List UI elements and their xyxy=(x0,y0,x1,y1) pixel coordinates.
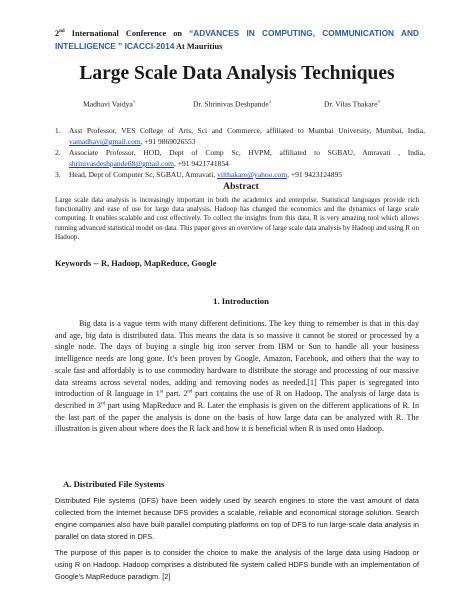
email-link[interactable]: vilthakare@yahoo.com xyxy=(217,170,288,179)
paper-title: Large Scale Data Analysis Techniques xyxy=(79,63,395,84)
ordinal-suffix: st xyxy=(159,389,164,395)
author-mark: 3 xyxy=(377,99,380,104)
affiliation-text xyxy=(69,125,425,147)
subsection-heading: A. Distributed File Systems xyxy=(63,479,165,489)
dfs-paragraph-2: The purpose of this paper is to consider the choice to make the analysis of the large data using Hadoop or using R on Hadoop. Hadoop comprises a distributed file system called HDFS bundle with an implementation of Google’s MapReduce paradigm. [2] xyxy=(55,548,419,582)
conference-header xyxy=(55,26,419,53)
author-name: Madhavi Vaidya xyxy=(83,99,133,109)
dfs-paragraph-1: Distributed File systems (DFS) have been widely used by search engines to store the vast amount of data collected from the Internet because DFS provides a scalable, reliable and economical storage solution. Search engine companies also have built parallel computing platforms on top of DFS to run large-scale data analysis in parallel on data stored in DFS. xyxy=(55,496,419,542)
conference-ordinal-suffix: nd xyxy=(59,29,65,34)
intro-text-3: part contains the use of R on Hadoop. The analysis of large data is described in 3 xyxy=(55,389,419,410)
abstract-body: Large scale data analysis is increasingly important in both the academics and enterprise. Statistical languages provide rich functionality and ease of use for large data analysis. Hadoop has changed the economics and the dynamics of large scale computing. It enables scalable and cost effectively. To collect the insights from this data, R is very amazing tool which allows running advanced statistical model on data. This paper gives an overview of large scale data analysis by Hadoop and using R on Hadoop. xyxy=(55,196,419,241)
affiliation-number: 2. xyxy=(55,148,61,157)
keywords: Keywords -- R, Hadoop, MapReduce, Google xyxy=(55,259,217,268)
affiliation-item xyxy=(55,169,425,180)
author-3 xyxy=(324,99,380,109)
email-link[interactable]: shrinivasdeshpande68@gmail.com xyxy=(69,159,175,168)
affiliation-description: Associate Professor, HOD, Dept of Comp Sc, HVPM, affiliated to SGBAU, Amravati , India, xyxy=(69,148,425,157)
author-name: Dr. Shrinivas Deshpande xyxy=(193,99,269,109)
email-link[interactable]: vamadhavi@gmail.com xyxy=(69,137,141,146)
affiliation-phone: , +91 9423124895 xyxy=(287,170,342,179)
author-2 xyxy=(193,99,271,109)
affiliation-text xyxy=(69,147,425,169)
introduction-heading: 1. Introduction xyxy=(213,296,269,306)
conference-text: International Conference on xyxy=(64,28,190,38)
conference-ordinal: 2 xyxy=(55,28,60,38)
ordinal-suffix: rd xyxy=(100,401,106,407)
author-mark: 2 xyxy=(268,99,271,104)
introduction-paragraph xyxy=(55,318,419,435)
affiliation-list xyxy=(55,125,425,180)
affiliation-number: 3. xyxy=(55,170,61,179)
abstract-heading: Abstract xyxy=(223,181,259,192)
affiliation-number: 1. xyxy=(55,126,61,135)
affiliation-text xyxy=(69,169,425,180)
intro-text-2: part. 2 xyxy=(163,389,188,399)
conference-place: At Mauritius xyxy=(174,41,223,51)
affiliation-item xyxy=(55,125,425,147)
affiliation-description: Head, Dept of Computer Sc, SGBAU, Amravati, xyxy=(69,170,218,179)
ordinal-suffix: nd xyxy=(187,389,193,395)
author-mark: 1 xyxy=(132,99,136,104)
author-name: Dr. Vilas Thakare xyxy=(324,99,378,109)
affiliation-phone: , +91 9869026553 xyxy=(140,137,196,146)
affiliation-phone: , +91 9421741854 xyxy=(174,159,229,168)
conference-theme: “ADVANCES IN COMPUTING, COMMUNICATION AND INTELLIGENCE ” ICACCI-2014 xyxy=(55,27,419,51)
intro-text-4: part using MapReduce and R. Later the emphasis is given on the different applications of R. In the last part of the paper the analysis is done on the basis of how large data can be analyzed with R. The illustration is given about where does the R lack and how it is beneficial when R is used onto Hadoop. xyxy=(55,400,419,434)
affiliation-item xyxy=(55,147,425,169)
affiliation-description: Asst Professor, VES College of Arts, Sci and Commerce, affiliated to Mumbai University, Mumbai, India, xyxy=(69,126,425,135)
intro-text-1: Big data is a vague term with many different definitions. The key thing to remember is that in this day and age, big data is distributed data. This means the data is so massive it cannot be stored or processed by a single node. The days of buying a single big iron server from IBM or Sun to handle all your business intelligence needs are long gone. It’s been proven by Google, Amazon, Facebook, and others that the way to scale fast and affordably is to use commodity hardware to distribute the storage and processing of our massive data streams across several nodes, adding and removing nodes as needed.[1] This paper is segregated into introduction of R language in 1 xyxy=(55,319,419,399)
author-1 xyxy=(83,99,135,109)
